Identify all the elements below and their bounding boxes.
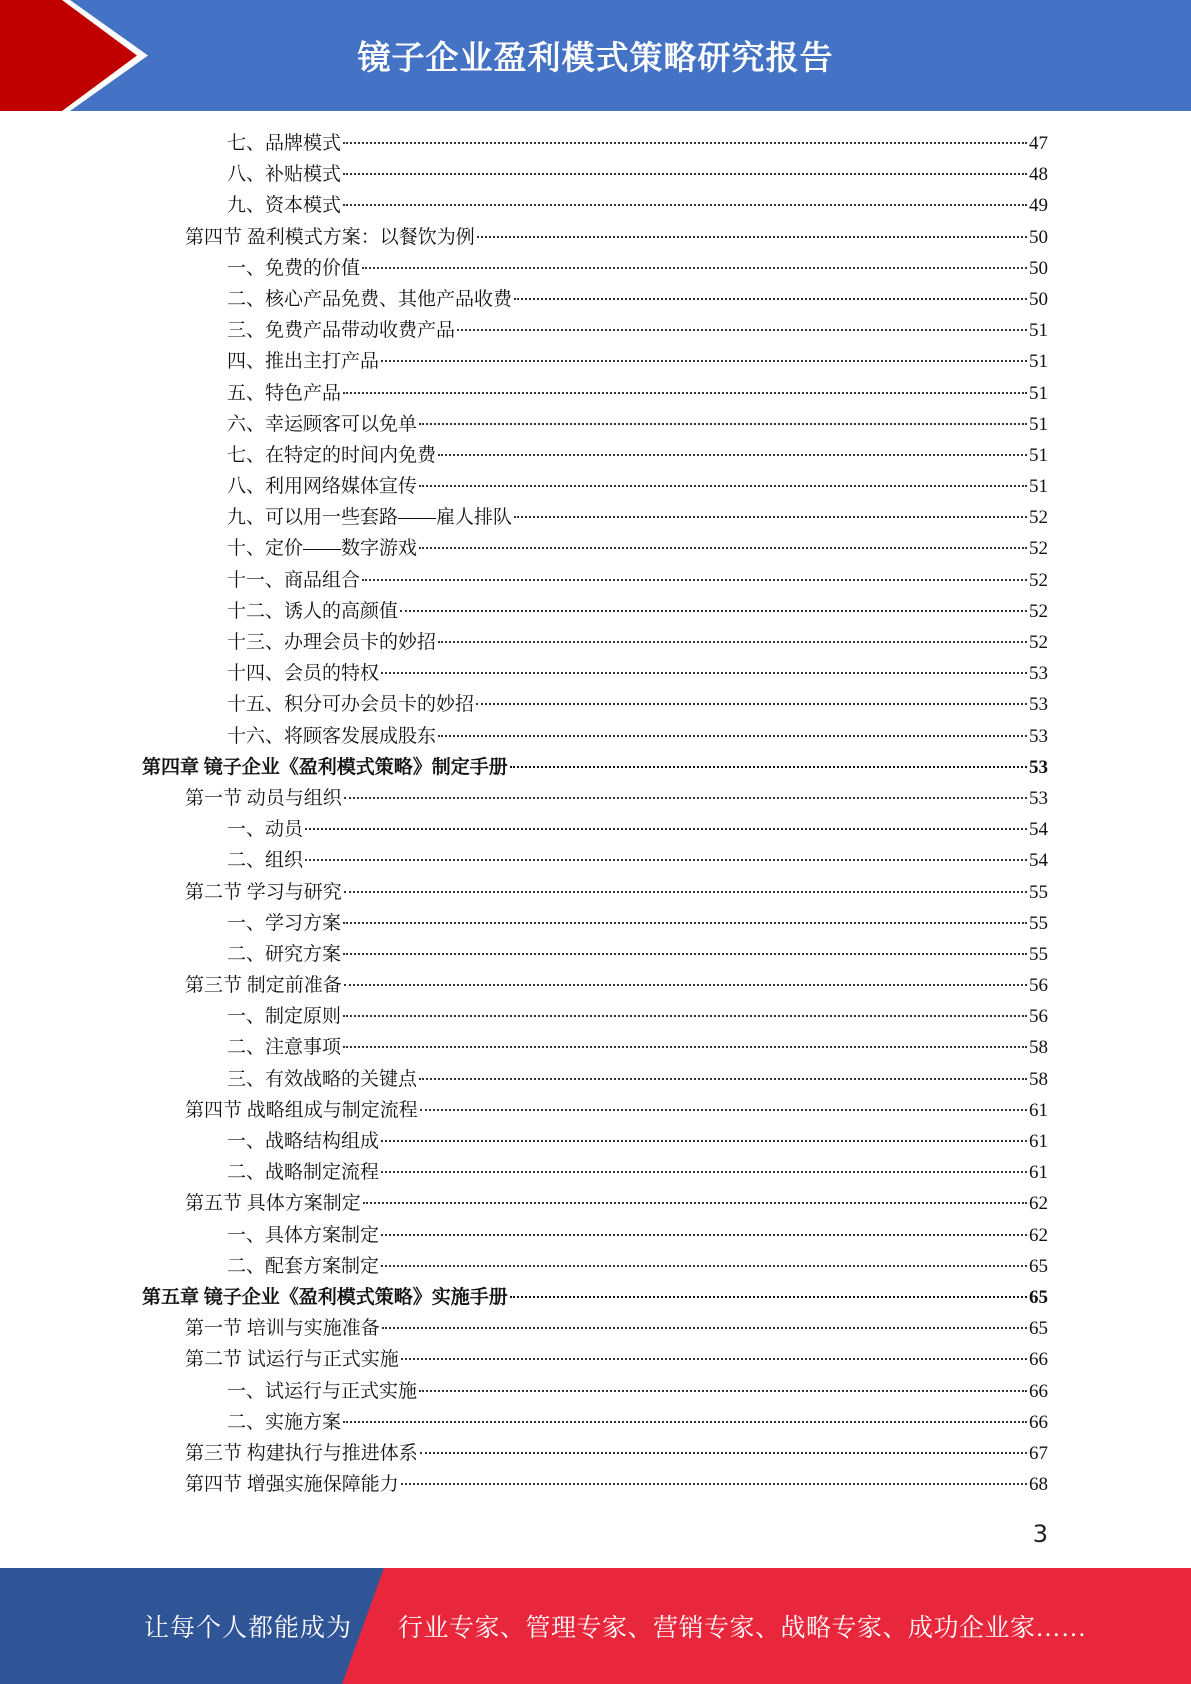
toc-entry-page: 54 bbox=[1029, 819, 1048, 841]
toc-leader-dots bbox=[381, 1234, 1027, 1236]
toc-entry-label: 一、具体方案制定 bbox=[227, 1224, 380, 1246]
toc-leader-dots bbox=[420, 1109, 1027, 1111]
toc-leader-dots bbox=[344, 891, 1027, 893]
toc-entry-label: 九、资本模式 bbox=[227, 195, 342, 217]
toc-entry-page: 53 bbox=[1029, 725, 1048, 747]
toc-entry-label: 七、品牌模式 bbox=[227, 133, 342, 154]
toc-entry-page: 50 bbox=[1029, 226, 1048, 248]
toc-entry-page: 52 bbox=[1029, 569, 1048, 591]
toc-leader-dots bbox=[401, 1358, 1027, 1360]
toc-item-entry[interactable] bbox=[142, 284, 1048, 315]
toc-entry-page: 61 bbox=[1029, 1131, 1048, 1152]
toc-entry-label: 一、动员 bbox=[227, 819, 304, 841]
toc-section-entry[interactable] bbox=[142, 1438, 1048, 1469]
toc-entry-page: 58 bbox=[1029, 1068, 1048, 1090]
toc-item-entry[interactable] bbox=[142, 1157, 1048, 1188]
toc-entry-label: 二、配套方案制定 bbox=[227, 1255, 380, 1277]
document-title: 镜子企业盈利模式策略研究报告 bbox=[357, 38, 834, 77]
toc-leader-dots bbox=[381, 1265, 1027, 1267]
toc-leader-dots bbox=[510, 766, 1027, 768]
footer-slogan-left: 让每个人都能成为 bbox=[144, 1615, 353, 1642]
toc-entry-page: 55 bbox=[1029, 881, 1048, 903]
toc-item-entry[interactable] bbox=[142, 190, 1048, 221]
toc-item-entry[interactable] bbox=[142, 378, 1048, 409]
toc-item-entry[interactable] bbox=[142, 845, 1048, 876]
toc-leader-dots bbox=[362, 267, 1027, 269]
toc-entry-page: 51 bbox=[1029, 351, 1048, 373]
toc-entry-label: 二、核心产品免费、其他产品收费 bbox=[227, 288, 513, 310]
toc-entry-page: 50 bbox=[1029, 257, 1048, 279]
toc-item-entry[interactable] bbox=[142, 1251, 1048, 1282]
toc-entry-label: 八、利用网络媒体宣传 bbox=[227, 476, 418, 498]
toc-leader-dots bbox=[419, 1390, 1027, 1392]
toc-entry-page: 66 bbox=[1029, 1411, 1048, 1433]
toc-item-entry[interactable] bbox=[142, 128, 1048, 159]
header-band bbox=[0, 0, 1191, 111]
toc-leader-dots bbox=[305, 859, 1027, 861]
toc-leader-dots bbox=[344, 984, 1027, 986]
toc-leader-dots bbox=[382, 1327, 1027, 1329]
toc-leader-dots bbox=[419, 1078, 1027, 1080]
toc-section-entry[interactable] bbox=[142, 1313, 1048, 1344]
footer-band bbox=[0, 1568, 1191, 1684]
toc-section-entry[interactable] bbox=[142, 1095, 1048, 1126]
toc-leader-dots bbox=[514, 298, 1027, 300]
toc-entry-label: 十六、将顾客发展成股东 bbox=[227, 725, 437, 747]
toc-entry-page: 66 bbox=[1029, 1380, 1048, 1402]
toc-entry-label: 十三、办理会员卡的妙招 bbox=[227, 632, 437, 653]
toc-chapter-entry[interactable] bbox=[142, 752, 1048, 783]
toc-leader-dots bbox=[381, 1171, 1027, 1173]
toc-entry-label: 第二节 试运行与正式实施 bbox=[185, 1349, 399, 1371]
toc-entry-page: 53 bbox=[1029, 663, 1048, 685]
toc-entry-page: 49 bbox=[1029, 195, 1048, 217]
toc-leader-dots bbox=[362, 579, 1027, 581]
toc-item-entry[interactable] bbox=[142, 1407, 1048, 1438]
toc-entry-page: 53 bbox=[1029, 756, 1048, 778]
toc-entry-label: 十、定价——数字游戏 bbox=[227, 538, 418, 560]
toc-entry-label: 第二节 学习与研究 bbox=[185, 881, 342, 903]
toc-item-entry[interactable] bbox=[142, 1220, 1048, 1251]
toc-item-entry[interactable] bbox=[142, 533, 1048, 564]
toc-leader-dots bbox=[438, 641, 1027, 643]
toc-leader-dots bbox=[419, 423, 1027, 425]
toc-leader-dots bbox=[510, 1296, 1027, 1298]
toc-entry-label: 第五节 具体方案制定 bbox=[185, 1193, 361, 1215]
toc-entry-page: 51 bbox=[1029, 382, 1048, 404]
toc-entry-page: 52 bbox=[1029, 538, 1048, 560]
toc-section-entry[interactable] bbox=[142, 783, 1048, 814]
toc-entry-label: 一、免费的价值 bbox=[227, 257, 361, 279]
toc-item-entry[interactable] bbox=[142, 814, 1048, 845]
toc-entry-label: 四、推出主打产品 bbox=[227, 351, 380, 373]
toc-leader-dots bbox=[401, 1483, 1027, 1485]
toc-entry-page: 53 bbox=[1029, 787, 1048, 809]
toc-entry-label: 三、免费产品带动收费产品 bbox=[227, 320, 456, 342]
toc-entry-label: 第三节 制定前准备 bbox=[185, 975, 342, 997]
toc-entry-label: 第四章 镜子企业《盈利模式策略》制定手册 bbox=[142, 756, 508, 778]
toc-chapter-entry[interactable] bbox=[142, 1282, 1048, 1313]
toc-leader-dots bbox=[343, 953, 1027, 955]
page-number: 3 bbox=[1032, 1520, 1048, 1548]
toc-leader-dots bbox=[419, 547, 1027, 549]
toc-entry-page: 51 bbox=[1029, 320, 1048, 342]
toc-item-entry[interactable] bbox=[142, 1126, 1048, 1157]
footer-slogan-right: 行业专家、管理专家、营销专家、战略专家、成功企业家…… bbox=[398, 1615, 1087, 1642]
toc-entry-page: 52 bbox=[1029, 507, 1048, 529]
toc-entry-label: 十四、会员的特权 bbox=[227, 663, 380, 685]
toc-entry-page: 53 bbox=[1029, 694, 1048, 716]
toc-entry-label: 一、制定原则 bbox=[227, 1006, 342, 1028]
toc-entry-page: 51 bbox=[1029, 413, 1048, 435]
toc-entry-label: 九、可以用一些套路——雇人排队 bbox=[227, 507, 513, 529]
toc-entry-page: 68 bbox=[1029, 1474, 1048, 1496]
toc-item-entry[interactable] bbox=[142, 658, 1048, 689]
toc-item-entry[interactable] bbox=[142, 440, 1048, 471]
toc-leader-dots bbox=[420, 1452, 1027, 1454]
toc-entry-label: 五、特色产品 bbox=[227, 382, 342, 404]
toc-section-entry[interactable] bbox=[142, 877, 1048, 908]
toc-entry-page: 67 bbox=[1029, 1442, 1048, 1464]
toc-leader-dots bbox=[344, 797, 1027, 799]
toc-leader-dots bbox=[343, 142, 1027, 144]
toc-entry-label: 第四节 增强实施保障能力 bbox=[185, 1474, 399, 1496]
toc-entry-label: 二、战略制定流程 bbox=[227, 1162, 380, 1184]
toc-leader-dots bbox=[343, 1421, 1027, 1423]
toc-entry-label: 十五、积分可办会员卡的妙招 bbox=[227, 694, 475, 716]
toc-entry-label: 第一节 动员与组织 bbox=[185, 787, 342, 809]
toc-entry-page: 55 bbox=[1029, 943, 1048, 965]
toc-item-entry[interactable] bbox=[142, 939, 1048, 970]
toc-entry-label: 十二、诱人的高颜值 bbox=[227, 600, 399, 622]
toc-entry-label: 二、实施方案 bbox=[227, 1411, 342, 1433]
toc-item-entry[interactable] bbox=[142, 409, 1048, 440]
toc-section-entry[interactable] bbox=[142, 222, 1048, 253]
toc-leader-dots bbox=[438, 454, 1027, 456]
toc-item-entry[interactable] bbox=[142, 1001, 1048, 1032]
toc-item-entry[interactable] bbox=[142, 346, 1048, 377]
toc-leader-dots bbox=[381, 360, 1027, 362]
toc-leader-dots bbox=[343, 922, 1027, 924]
toc-entry-page: 55 bbox=[1029, 912, 1048, 934]
toc-entry-page: 62 bbox=[1029, 1224, 1048, 1246]
toc-entry-page: 56 bbox=[1029, 975, 1048, 997]
toc-leader-dots bbox=[400, 610, 1027, 612]
toc-item-entry[interactable] bbox=[142, 721, 1048, 752]
toc-entry-label: 七、在特定的时间内免费 bbox=[227, 444, 437, 466]
toc-entry-label: 第四节 盈利模式方案：以餐饮为例 bbox=[185, 226, 475, 248]
toc-entry-label: 一、试运行与正式实施 bbox=[227, 1380, 418, 1402]
toc-leader-dots bbox=[381, 1140, 1027, 1142]
toc-section-entry[interactable] bbox=[142, 1188, 1048, 1219]
toc-entry-page: 56 bbox=[1029, 1006, 1048, 1028]
toc-item-entry[interactable] bbox=[142, 502, 1048, 533]
toc-entry-label: 第五章 镜子企业《盈利模式策略》实施手册 bbox=[142, 1286, 508, 1308]
toc-leader-dots bbox=[343, 1015, 1027, 1017]
toc-item-entry[interactable] bbox=[142, 253, 1048, 284]
toc-leader-dots bbox=[457, 329, 1027, 331]
toc-section-entry[interactable] bbox=[142, 1344, 1048, 1375]
toc-entry-label: 一、战略结构组成 bbox=[227, 1131, 380, 1152]
toc-leader-dots bbox=[343, 173, 1027, 175]
toc-entry-page: 65 bbox=[1029, 1318, 1048, 1340]
toc-entry-page: 51 bbox=[1029, 444, 1048, 466]
header-arrow-shape bbox=[0, 0, 160, 111]
toc-entry-page: 58 bbox=[1029, 1037, 1048, 1059]
toc-entry-page: 47 bbox=[1029, 133, 1048, 154]
toc-item-entry[interactable] bbox=[142, 596, 1048, 627]
toc-item-entry[interactable] bbox=[142, 908, 1048, 939]
toc-entry-label: 二、研究方案 bbox=[227, 943, 342, 965]
toc-entry-label: 第三节 构建执行与推进体系 bbox=[185, 1442, 418, 1464]
toc-entry-page: 61 bbox=[1029, 1162, 1048, 1184]
toc-entry-page: 65 bbox=[1029, 1286, 1048, 1308]
toc-leader-dots bbox=[438, 735, 1027, 737]
toc-item-entry[interactable] bbox=[142, 1376, 1048, 1407]
toc-entry-label: 第一节 培训与实施准备 bbox=[185, 1318, 380, 1340]
toc-leader-dots bbox=[363, 1202, 1027, 1204]
toc-entry-label: 六、幸运顾客可以免单 bbox=[227, 413, 418, 435]
toc-leader-dots bbox=[514, 516, 1027, 518]
toc-entry-label: 一、学习方案 bbox=[227, 912, 342, 934]
toc-leader-dots bbox=[477, 236, 1027, 238]
toc-item-entry[interactable] bbox=[142, 1064, 1048, 1095]
toc-entry-page: 65 bbox=[1029, 1255, 1048, 1277]
toc-entry-label: 十一、商品组合 bbox=[227, 569, 361, 591]
toc-leader-dots bbox=[476, 703, 1027, 705]
toc-item-entry[interactable] bbox=[142, 565, 1048, 596]
toc-entry-label: 三、有效战略的关键点 bbox=[227, 1068, 418, 1090]
toc-entry-page: 54 bbox=[1029, 850, 1048, 872]
toc-entry-page: 51 bbox=[1029, 476, 1048, 498]
toc-item-entry[interactable] bbox=[142, 627, 1048, 658]
toc-leader-dots bbox=[343, 392, 1027, 394]
toc-entry-label: 二、组织 bbox=[227, 850, 304, 872]
toc-entry-label: 第四节 战略组成与制定流程 bbox=[185, 1099, 418, 1121]
toc-entry-label: 二、注意事项 bbox=[227, 1037, 342, 1059]
toc-item-entry[interactable] bbox=[142, 1032, 1048, 1063]
toc-item-entry[interactable] bbox=[142, 471, 1048, 502]
toc-section-entry[interactable] bbox=[142, 1469, 1048, 1500]
toc-entry-page: 52 bbox=[1029, 632, 1048, 653]
toc-section-entry[interactable] bbox=[142, 970, 1048, 1001]
toc-entry-page: 66 bbox=[1029, 1349, 1048, 1371]
toc-entry-page: 50 bbox=[1029, 288, 1048, 310]
toc-item-entry[interactable] bbox=[142, 159, 1048, 190]
toc-entry-page: 62 bbox=[1029, 1193, 1048, 1215]
table-of-contents bbox=[142, 128, 1048, 1500]
toc-leader-dots bbox=[343, 1046, 1027, 1048]
toc-entry-page: 61 bbox=[1029, 1099, 1048, 1121]
toc-leader-dots bbox=[419, 485, 1027, 487]
toc-item-entry[interactable] bbox=[142, 315, 1048, 346]
toc-item-entry[interactable] bbox=[142, 689, 1048, 720]
toc-leader-dots bbox=[343, 204, 1027, 206]
toc-leader-dots bbox=[305, 828, 1027, 830]
toc-entry-label: 八、补贴模式 bbox=[227, 164, 342, 186]
toc-entry-page: 52 bbox=[1029, 600, 1048, 622]
toc-leader-dots bbox=[381, 672, 1027, 674]
toc-entry-page: 48 bbox=[1029, 164, 1048, 186]
